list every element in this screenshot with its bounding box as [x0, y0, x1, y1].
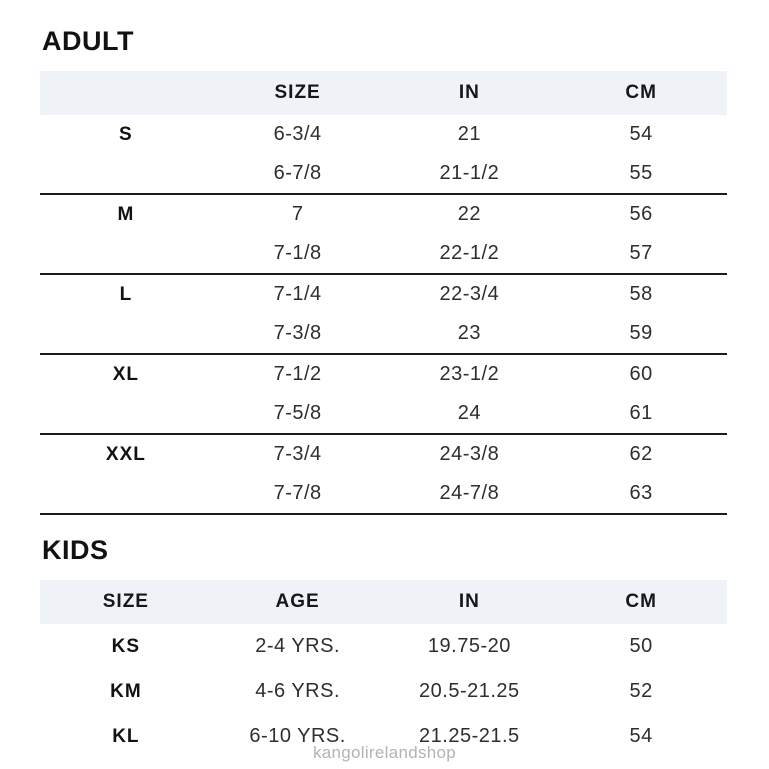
table-row [40, 355, 727, 394]
cm-value: 59 [629, 322, 653, 344]
inches-value: 24 [457, 402, 481, 424]
kids-column-header: IN [458, 591, 480, 612]
hat-size-value: 7-1/8 [273, 242, 322, 264]
size-label: XXL [105, 443, 146, 465]
hat-size-value: 7-3/8 [273, 322, 322, 344]
adult-column-header: IN [458, 82, 480, 103]
size-label: S [119, 123, 133, 145]
hat-size-value: 7-7/8 [273, 482, 322, 504]
table-row [40, 234, 727, 273]
table-row [40, 435, 727, 474]
adult-size-table [40, 71, 727, 515]
table-row [40, 195, 727, 234]
age-value: 6-10 YRS. [249, 725, 346, 747]
kids-section-title: KIDS [42, 535, 109, 565]
inches-value: 22 [457, 203, 481, 225]
inches-value: 24-3/8 [439, 443, 500, 465]
table-row [40, 474, 727, 513]
inches-value: 22-3/4 [439, 283, 500, 305]
size-label: L [119, 283, 133, 305]
hat-size-value: 6-7/8 [273, 162, 322, 184]
adult-section-title: ADULT [42, 26, 134, 56]
size-label: KM [110, 680, 142, 702]
adult-column-header: CM [625, 82, 657, 103]
kids-table-header [40, 580, 727, 624]
adult-size-group-l [40, 275, 727, 355]
hat-size-value: 7-1/2 [273, 363, 322, 385]
adult-table-header [40, 71, 727, 115]
age-value: 4-6 YRS. [255, 680, 341, 702]
adult-column-header: SIZE [274, 82, 321, 103]
cm-value: 54 [629, 123, 653, 145]
cm-value: 50 [629, 635, 653, 657]
adult-size-group-s [40, 115, 727, 195]
hat-size-value: 7-5/8 [273, 402, 322, 424]
inches-value: 23-1/2 [439, 363, 500, 385]
kids-column-header: AGE [275, 591, 320, 612]
table-row [40, 314, 727, 353]
adult-size-group-xxl [40, 435, 727, 515]
kids-table-body [40, 624, 727, 759]
table-row [40, 154, 727, 193]
cm-value: 52 [629, 680, 653, 702]
inches-value: 21.25-21.5 [419, 725, 520, 747]
kids-size-table [40, 580, 727, 759]
inches-value: 20.5-21.25 [419, 680, 520, 702]
table-row [40, 115, 727, 154]
age-value: 2-4 YRS. [255, 635, 341, 657]
inches-value: 23 [457, 322, 481, 344]
hat-size-value: 6-3/4 [273, 123, 322, 145]
size-label: XL [112, 363, 140, 385]
adult-size-group-xl [40, 355, 727, 435]
table-row [40, 275, 727, 314]
inches-value: 24-7/8 [439, 482, 500, 504]
kids-column-header: SIZE [102, 591, 149, 612]
cm-value: 62 [629, 443, 653, 465]
size-label: M [117, 203, 135, 225]
inches-value: 19.75-20 [427, 635, 511, 657]
adult-table-body [40, 115, 727, 515]
inches-value: 21 [457, 123, 481, 145]
kids-column-header: CM [625, 591, 657, 612]
inches-value: 22-1/2 [439, 242, 500, 264]
cm-value: 60 [629, 363, 653, 385]
hat-size-value: 7-1/4 [273, 283, 322, 305]
cm-value: 58 [629, 283, 653, 305]
table-row [40, 669, 727, 714]
cm-value: 56 [629, 203, 653, 225]
size-label: KL [112, 725, 140, 747]
adult-size-group-m [40, 195, 727, 275]
hat-size-value: 7 [291, 203, 304, 225]
cm-value: 57 [629, 242, 653, 264]
cm-value: 54 [629, 725, 653, 747]
cm-value: 55 [629, 162, 653, 184]
table-row [40, 394, 727, 433]
cm-value: 63 [629, 482, 653, 504]
hat-size-value: 7-3/4 [273, 443, 322, 465]
cm-value: 61 [629, 402, 653, 424]
table-row [40, 624, 727, 669]
watermark: kangolirelandshop [312, 743, 457, 762]
inches-value: 21-1/2 [439, 162, 500, 184]
size-label: KS [111, 635, 141, 657]
